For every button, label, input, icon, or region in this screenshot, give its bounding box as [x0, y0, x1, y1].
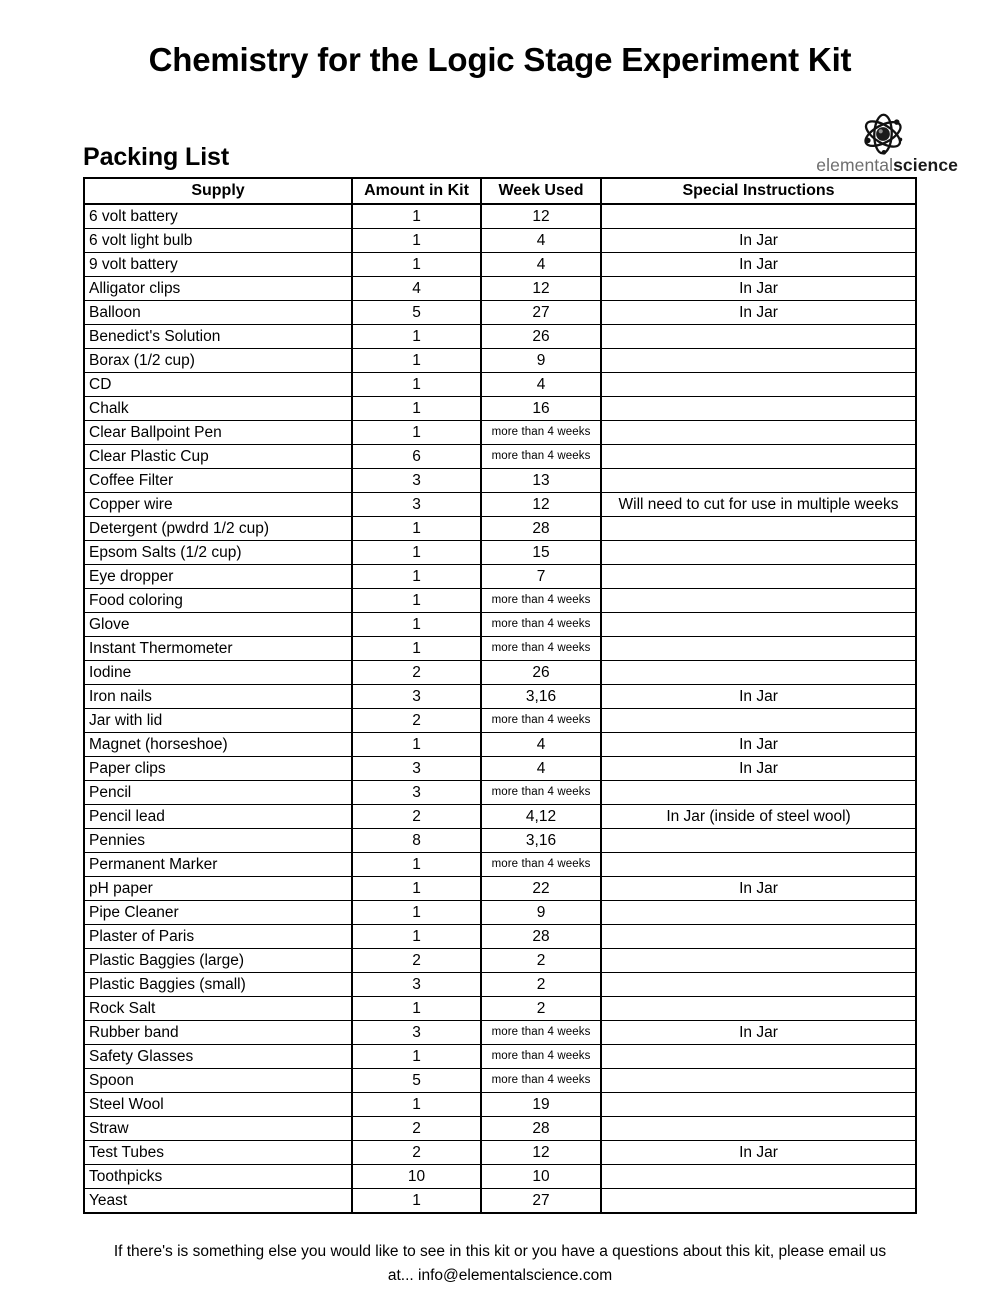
cell-special-instructions: [601, 853, 916, 877]
table-row: [84, 445, 916, 469]
cell-special-instructions: [601, 325, 916, 349]
packing-table-container: [83, 177, 915, 1214]
cell-supply: Coffee Filter: [84, 469, 352, 493]
cell-amount-in-kit: 10: [352, 1165, 481, 1189]
column-header-week-used: Week Used: [481, 178, 601, 204]
cell-week-used: more than 4 weeks: [481, 637, 601, 661]
cell-supply: Instant Thermometer: [84, 637, 352, 661]
cell-week-used: more than 4 weeks: [481, 853, 601, 877]
brand-word-science: science: [893, 154, 958, 175]
cell-special-instructions: [601, 469, 916, 493]
cell-supply: Pencil lead: [84, 805, 352, 829]
cell-amount-in-kit: 1: [352, 637, 481, 661]
cell-supply: Glove: [84, 613, 352, 637]
table-row: [84, 541, 916, 565]
table-row: [84, 469, 916, 493]
cell-week-used: 3,16: [481, 829, 601, 853]
table-row: [84, 421, 916, 445]
cell-week-used: 2: [481, 949, 601, 973]
cell-week-used: more than 4 weeks: [481, 709, 601, 733]
cell-amount-in-kit: 1: [352, 901, 481, 925]
cell-amount-in-kit: 1: [352, 1045, 481, 1069]
table-row: [84, 613, 916, 637]
cell-amount-in-kit: 1: [352, 877, 481, 901]
cell-special-instructions: [601, 1165, 916, 1189]
table-row: [84, 565, 916, 589]
cell-week-used: 12: [481, 277, 601, 301]
cell-amount-in-kit: 1: [352, 853, 481, 877]
cell-supply: Plastic Baggies (large): [84, 949, 352, 973]
cell-week-used: 7: [481, 565, 601, 589]
cell-special-instructions: [601, 925, 916, 949]
cell-supply: CD: [84, 373, 352, 397]
cell-supply: Permanent Marker: [84, 853, 352, 877]
cell-special-instructions: [601, 421, 916, 445]
cell-amount-in-kit: 1: [352, 229, 481, 253]
cell-supply: Magnet (horseshoe): [84, 733, 352, 757]
cell-supply: Plastic Baggies (small): [84, 973, 352, 997]
atom-icon: [860, 112, 906, 156]
table-row: [84, 301, 916, 325]
cell-supply: Food coloring: [84, 589, 352, 613]
cell-supply: Chalk: [84, 397, 352, 421]
table-row: [84, 877, 916, 901]
table-row: [84, 661, 916, 685]
cell-special-instructions: [601, 565, 916, 589]
cell-special-instructions: [601, 445, 916, 469]
cell-supply: Spoon: [84, 1069, 352, 1093]
cell-supply: Alligator clips: [84, 277, 352, 301]
cell-supply: Rubber band: [84, 1021, 352, 1045]
table-row: [84, 373, 916, 397]
cell-amount-in-kit: 1: [352, 373, 481, 397]
cell-week-used: 16: [481, 397, 601, 421]
cell-amount-in-kit: 5: [352, 1069, 481, 1093]
cell-special-instructions: [601, 949, 916, 973]
cell-special-instructions: In Jar: [601, 1141, 916, 1165]
cell-special-instructions: [601, 373, 916, 397]
cell-supply: Yeast: [84, 1189, 352, 1214]
table-row: [84, 829, 916, 853]
cell-special-instructions: [601, 1189, 916, 1214]
table-row: [84, 973, 916, 997]
table-row: [84, 901, 916, 925]
cell-week-used: more than 4 weeks: [481, 781, 601, 805]
table-row: [84, 253, 916, 277]
cell-amount-in-kit: 1: [352, 613, 481, 637]
cell-amount-in-kit: 1: [352, 349, 481, 373]
cell-special-instructions: In Jar: [601, 877, 916, 901]
cell-supply: 9 volt battery: [84, 253, 352, 277]
cell-week-used: 4: [481, 373, 601, 397]
cell-supply: 6 volt battery: [84, 204, 352, 229]
cell-special-instructions: [601, 541, 916, 565]
table-row: [84, 229, 916, 253]
cell-week-used: more than 4 weeks: [481, 589, 601, 613]
table-row: [84, 781, 916, 805]
cell-supply: Rock Salt: [84, 997, 352, 1021]
cell-week-used: 9: [481, 901, 601, 925]
table-row: [84, 1021, 916, 1045]
table-row: [84, 805, 916, 829]
table-row: [84, 204, 916, 229]
cell-special-instructions: [601, 781, 916, 805]
cell-supply: pH paper: [84, 877, 352, 901]
table-header: [84, 178, 916, 204]
cell-amount-in-kit: 3: [352, 493, 481, 517]
cell-week-used: more than 4 weeks: [481, 1021, 601, 1045]
cell-amount-in-kit: 3: [352, 469, 481, 493]
cell-amount-in-kit: 3: [352, 1021, 481, 1045]
cell-week-used: 9: [481, 349, 601, 373]
cell-supply: Toothpicks: [84, 1165, 352, 1189]
cell-supply: Clear Ballpoint Pen: [84, 421, 352, 445]
cell-supply: Borax (1/2 cup): [84, 349, 352, 373]
table-row: [84, 997, 916, 1021]
cell-week-used: 10: [481, 1165, 601, 1189]
cell-special-instructions: In Jar: [601, 757, 916, 781]
cell-week-used: 19: [481, 1093, 601, 1117]
footer-line-1: If there's is something else you would like to see in this kit or you have a questions about this kit, please email us: [113, 1243, 887, 1261]
cell-amount-in-kit: 1: [352, 589, 481, 613]
cell-week-used: 27: [481, 301, 601, 325]
cell-week-used: more than 4 weeks: [481, 1069, 601, 1093]
packing-table: [83, 177, 917, 1214]
cell-week-used: 12: [481, 493, 601, 517]
cell-supply: 6 volt light bulb: [84, 229, 352, 253]
cell-week-used: 13: [481, 469, 601, 493]
cell-week-used: more than 4 weeks: [481, 1045, 601, 1069]
table-row: [84, 757, 916, 781]
table-row: [84, 685, 916, 709]
cell-special-instructions: [601, 1117, 916, 1141]
cell-week-used: 4,12: [481, 805, 601, 829]
cell-amount-in-kit: 1: [352, 925, 481, 949]
cell-week-used: 22: [481, 877, 601, 901]
cell-special-instructions: [601, 709, 916, 733]
cell-special-instructions: In Jar: [601, 685, 916, 709]
cell-special-instructions: [601, 829, 916, 853]
cell-supply: Plaster of Paris: [84, 925, 352, 949]
cell-week-used: 3,16: [481, 685, 601, 709]
cell-special-instructions: [601, 613, 916, 637]
cell-supply: Pipe Cleaner: [84, 901, 352, 925]
cell-amount-in-kit: 1: [352, 1189, 481, 1214]
cell-week-used: 12: [481, 1141, 601, 1165]
table-row: [84, 517, 916, 541]
table-row: [84, 349, 916, 373]
cell-special-instructions: [601, 349, 916, 373]
table-row: [84, 949, 916, 973]
cell-amount-in-kit: 4: [352, 277, 481, 301]
cell-supply: Jar with lid: [84, 709, 352, 733]
cell-special-instructions: [601, 1093, 916, 1117]
cell-supply: Copper wire: [84, 493, 352, 517]
section-header-band: [83, 102, 958, 174]
cell-special-instructions: [601, 1045, 916, 1069]
cell-amount-in-kit: 1: [352, 1093, 481, 1117]
cell-special-instructions: In Jar: [601, 733, 916, 757]
table-row: [84, 1093, 916, 1117]
cell-week-used: more than 4 weeks: [481, 421, 601, 445]
cell-special-instructions: In Jar: [601, 301, 916, 325]
column-header-supply: Supply: [84, 178, 352, 204]
cell-supply: Paper clips: [84, 757, 352, 781]
cell-week-used: more than 4 weeks: [481, 613, 601, 637]
cell-week-used: 4: [481, 253, 601, 277]
column-header-special-instructions: Special Instructions: [601, 178, 916, 204]
cell-supply: Pencil: [84, 781, 352, 805]
column-header-amount-in-kit: Amount in Kit: [352, 178, 481, 204]
table-row: [84, 1117, 916, 1141]
cell-amount-in-kit: 2: [352, 1141, 481, 1165]
cell-week-used: 12: [481, 204, 601, 229]
cell-amount-in-kit: 1: [352, 325, 481, 349]
table-row: [84, 1141, 916, 1165]
table-header-row: [84, 178, 916, 204]
cell-supply: Safety Glasses: [84, 1045, 352, 1069]
cell-special-instructions: [601, 661, 916, 685]
cell-supply: Balloon: [84, 301, 352, 325]
table-row: [84, 1069, 916, 1093]
cell-special-instructions: In Jar: [601, 277, 916, 301]
cell-amount-in-kit: 1: [352, 204, 481, 229]
cell-week-used: 15: [481, 541, 601, 565]
cell-amount-in-kit: 1: [352, 541, 481, 565]
table-row: [84, 1165, 916, 1189]
page-title: Chemistry for the Logic Stage Experiment Kit: [148, 41, 852, 78]
brand-wordmark: [783, 154, 958, 175]
cell-special-instructions: In Jar: [601, 253, 916, 277]
table-row: [84, 637, 916, 661]
table-row: [84, 1189, 916, 1214]
cell-special-instructions: [601, 204, 916, 229]
table-row: [84, 397, 916, 421]
table-row: [84, 853, 916, 877]
cell-amount-in-kit: 8: [352, 829, 481, 853]
cell-supply: Detergent (pwdrd 1/2 cup): [84, 517, 352, 541]
cell-special-instructions: [601, 517, 916, 541]
cell-special-instructions: In Jar (inside of steel wool): [601, 805, 916, 829]
table-row: [84, 589, 916, 613]
table-row: [84, 733, 916, 757]
cell-special-instructions: [601, 589, 916, 613]
cell-amount-in-kit: 2: [352, 1117, 481, 1141]
cell-amount-in-kit: 3: [352, 973, 481, 997]
cell-special-instructions: [601, 973, 916, 997]
footer-line-2: at... info@elementalscience.com: [387, 1267, 613, 1285]
cell-amount-in-kit: 1: [352, 997, 481, 1021]
cell-amount-in-kit: 2: [352, 805, 481, 829]
section-heading: Packing List: [83, 143, 230, 172]
cell-supply: Steel Wool: [84, 1093, 352, 1117]
cell-amount-in-kit: 1: [352, 397, 481, 421]
cell-supply: Pennies: [84, 829, 352, 853]
footer-note: [70, 1240, 930, 1288]
cell-special-instructions: [601, 637, 916, 661]
cell-amount-in-kit: 1: [352, 517, 481, 541]
cell-special-instructions: [601, 1069, 916, 1093]
cell-week-used: 27: [481, 1189, 601, 1214]
cell-amount-in-kit: 2: [352, 709, 481, 733]
cell-week-used: 26: [481, 325, 601, 349]
cell-amount-in-kit: 3: [352, 685, 481, 709]
cell-special-instructions: [601, 997, 916, 1021]
cell-week-used: more than 4 weeks: [481, 445, 601, 469]
cell-supply: Eye dropper: [84, 565, 352, 589]
cell-special-instructions: In Jar: [601, 229, 916, 253]
cell-amount-in-kit: 2: [352, 949, 481, 973]
cell-special-instructions: [601, 397, 916, 421]
cell-week-used: 4: [481, 733, 601, 757]
cell-amount-in-kit: 2: [352, 661, 481, 685]
cell-special-instructions: [601, 901, 916, 925]
cell-week-used: 4: [481, 757, 601, 781]
cell-week-used: 28: [481, 925, 601, 949]
cell-supply: Iodine: [84, 661, 352, 685]
table-row: [84, 1045, 916, 1069]
cell-amount-in-kit: 3: [352, 757, 481, 781]
cell-amount-in-kit: 1: [352, 421, 481, 445]
brand-word-elemental: elemental: [816, 154, 894, 175]
cell-supply: Straw: [84, 1117, 352, 1141]
table-row: [84, 493, 916, 517]
cell-supply: Epsom Salts (1/2 cup): [84, 541, 352, 565]
cell-amount-in-kit: 1: [352, 565, 481, 589]
table-row: [84, 709, 916, 733]
cell-supply: Test Tubes: [84, 1141, 352, 1165]
table-body: [84, 204, 916, 1213]
cell-week-used: 4: [481, 229, 601, 253]
brand-logo: [783, 112, 958, 175]
cell-supply: Clear Plastic Cup: [84, 445, 352, 469]
table-row: [84, 325, 916, 349]
cell-amount-in-kit: 5: [352, 301, 481, 325]
cell-special-instructions: In Jar: [601, 1021, 916, 1045]
cell-amount-in-kit: 3: [352, 781, 481, 805]
cell-supply: Iron nails: [84, 685, 352, 709]
cell-supply: Benedict's Solution: [84, 325, 352, 349]
cell-week-used: 28: [481, 517, 601, 541]
table-row: [84, 277, 916, 301]
cell-week-used: 26: [481, 661, 601, 685]
cell-week-used: 2: [481, 997, 601, 1021]
cell-amount-in-kit: 1: [352, 253, 481, 277]
cell-amount-in-kit: 6: [352, 445, 481, 469]
cell-week-used: 2: [481, 973, 601, 997]
cell-amount-in-kit: 1: [352, 733, 481, 757]
table-row: [84, 925, 916, 949]
cell-week-used: 28: [481, 1117, 601, 1141]
cell-special-instructions: Will need to cut for use in multiple weeks: [601, 493, 916, 517]
